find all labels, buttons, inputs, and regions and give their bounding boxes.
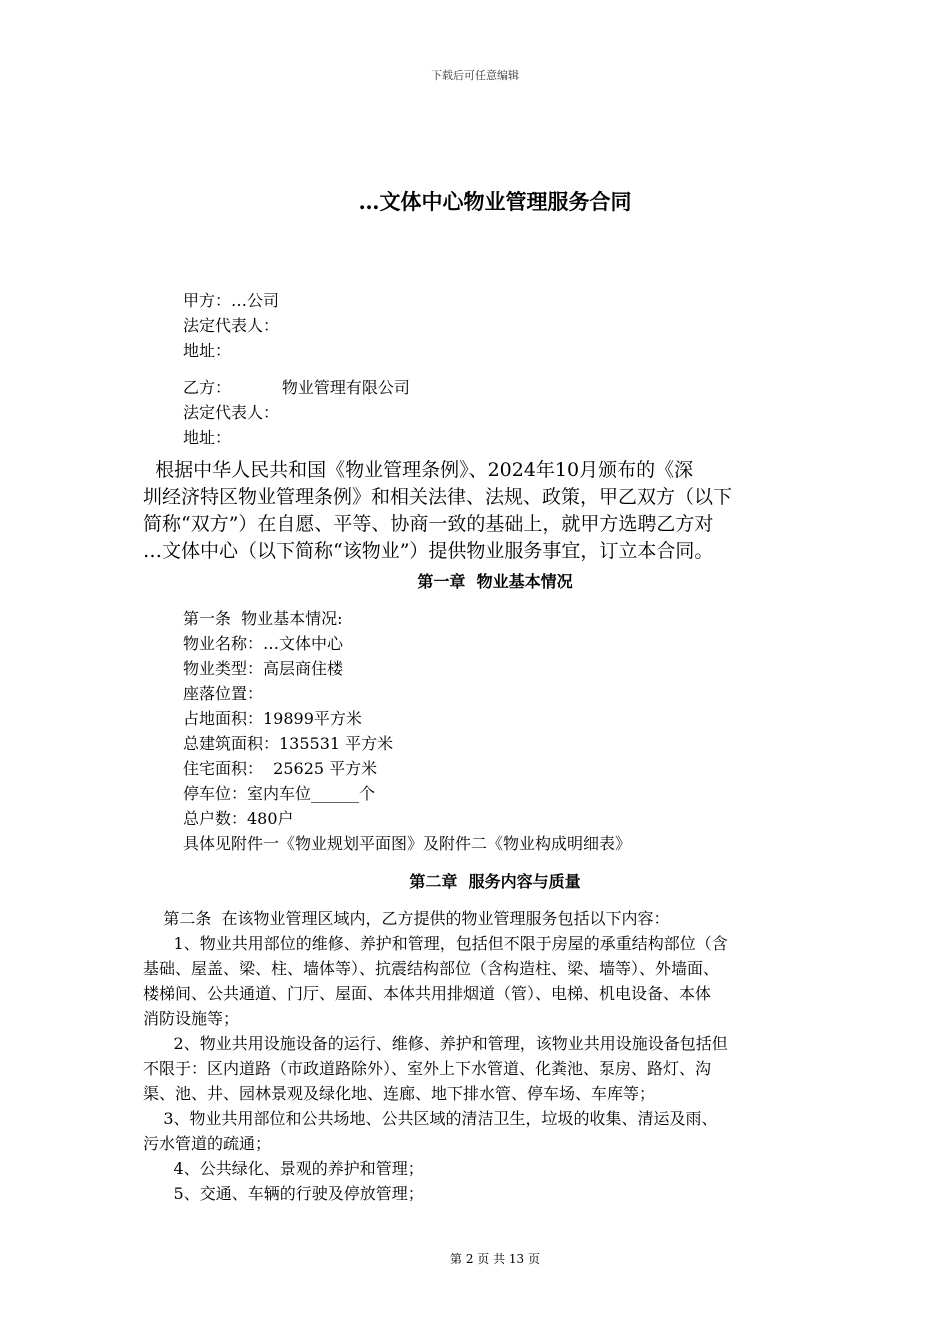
header-note: 下载后可任意编辑 bbox=[431, 69, 519, 82]
chapter-2-title: 第二章 服务内容与质量 bbox=[409, 872, 581, 891]
chapter-2-line: 不限于：区内道路（市政道路除外）、室外上下水管道、化粪池、泵房、路灯、沟 bbox=[143, 1059, 712, 1078]
chapter-2-line: 4、公共绿化、景观的养护和管理； bbox=[143, 1159, 424, 1178]
chapter-1-line: 具体见附件一《物业规划平面图》及附件二《物业构成明细表》 bbox=[183, 834, 632, 853]
chapter-1-line: 总户数：480户 bbox=[183, 809, 294, 828]
chapter-1-line: 物业类型：高层商住楼 bbox=[183, 659, 344, 678]
party-b-name: 乙方： 物业管理有限公司 bbox=[183, 378, 410, 397]
chapter-2-line: 楼梯间、公共通道、门厅、屋面、本体共用排烟道（管）、电梯、机电设备、本体 bbox=[143, 984, 712, 1003]
preamble-line: 根据中华人民共和国《物业管理条例》、2024年10月颁布的《深 bbox=[143, 459, 694, 481]
party-b-representative: 法定代表人： bbox=[183, 403, 280, 422]
party-b-address: 地址： bbox=[183, 428, 232, 447]
chapter-2-line: 污水管道的疏通； bbox=[143, 1134, 272, 1153]
page-footer: 第 2 页 共 13 页 bbox=[450, 1252, 540, 1266]
preamble-line: 简称“双方”）在自愿、平等、协商一致的基础上，就甲方选聘乙方对 bbox=[143, 513, 714, 535]
chapter-2-line: 1、物业共用部位的维修、养护和管理，包括但不限于房屋的承重结构部位（含 bbox=[143, 934, 728, 953]
chapter-2-line: 消防设施等； bbox=[143, 1009, 240, 1028]
chapter-1-line: 总建筑面积：135531 平方米 bbox=[183, 734, 394, 753]
preamble-line: 圳经济特区物业管理条例》和相关法律、法规、政策，甲乙双方（以下 bbox=[143, 486, 733, 508]
party-a-address: 地址： bbox=[183, 341, 232, 360]
chapter-1-line: 座落位置： bbox=[183, 684, 264, 703]
chapter-2-line: 基础、屋盖、梁、柱、墙体等）、抗震结构部位（含构造柱、梁、墙等）、外墙面、 bbox=[143, 959, 720, 978]
chapter-1-line: 停车位：室内车位______个 bbox=[183, 784, 376, 803]
chapter-1-line: 第一条 物业基本情况: bbox=[183, 609, 343, 628]
chapter-1-line: 住宅面积： 25625 平方米 bbox=[183, 759, 378, 778]
chapter-1-line: 占地面积：19899平方米 bbox=[183, 709, 362, 728]
chapter-2-line: 渠、池、井、园林景观及绿化地、连廊、地下排水管、停车场、车库等； bbox=[143, 1084, 656, 1103]
chapter-2-line: 3、物业共用部位和公共场地、公共区域的清洁卫生，垃圾的收集、清运及雨、 bbox=[143, 1109, 718, 1128]
party-a-representative: 法定代表人： bbox=[183, 316, 280, 335]
chapter-2-line: 2、物业共用设施设备的运行、维修、养护和管理，该物业共用设施设备包括但 bbox=[143, 1034, 728, 1053]
preamble-line: …文体中心（以下简称“该物业”）提供物业服务事宜，订立本合同。 bbox=[143, 540, 714, 562]
chapter-1-line: 物业名称：…文体中心 bbox=[183, 634, 344, 653]
contract-title: …文体中心物业管理服务合同 bbox=[358, 189, 632, 214]
chapter-2-line: 5、交通、车辆的行驶及停放管理； bbox=[143, 1184, 424, 1203]
chapter-1-title: 第一章 物业基本情况 bbox=[417, 572, 573, 591]
chapter-2-line: 第二条 在该物业管理区域内，乙方提供的物业管理服务包括以下内容： bbox=[143, 909, 670, 928]
party-a-name: 甲方：…公司 bbox=[183, 291, 280, 310]
